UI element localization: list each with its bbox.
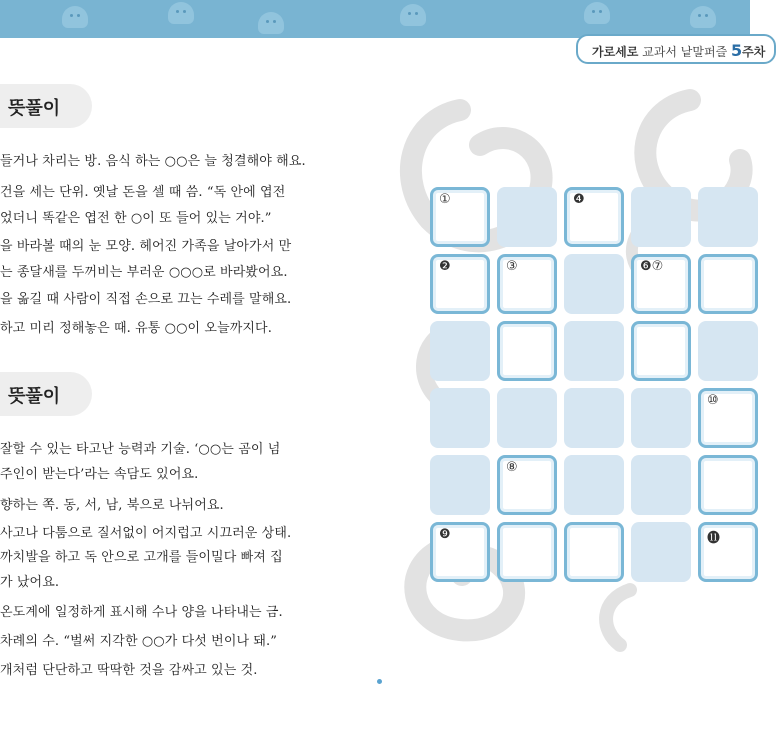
answer-cell[interactable] <box>631 254 691 314</box>
blank-cell <box>631 187 691 247</box>
blank-cell <box>631 522 691 582</box>
across-heading-text: 뜻풀이 <box>8 98 61 119</box>
clue-number: ❻⑦ <box>640 259 664 274</box>
blank-cell <box>564 254 624 314</box>
down-clue-line: 까치발을 하고 독 안으로 고개를 들이밀다 빠져 집 <box>0 550 283 565</box>
down-clue-line: 온도계에 일정하게 표시해 수나 양을 나타내는 금. <box>0 605 283 620</box>
ghost-icon <box>690 6 716 28</box>
down-clue-line: 잘할 수 있는 타고난 능력과 기술. ‘○○는 곰이 넘 <box>0 442 281 457</box>
answer-cell[interactable] <box>497 455 557 515</box>
ghost-icon <box>168 2 194 24</box>
answer-cell[interactable] <box>497 522 557 582</box>
blank-cell <box>497 388 557 448</box>
down-clue-line: 가 났어요. <box>0 575 60 590</box>
clue-number: ⑧ <box>506 460 518 475</box>
blank-cell <box>698 321 758 381</box>
across-clue-line: 는 종달새를 두꺼비는 부러운 ○○○로 바라봤어요. <box>0 265 288 280</box>
answer-cell[interactable] <box>698 388 758 448</box>
clue-number: ❾ <box>439 527 451 542</box>
answer-cell[interactable] <box>430 254 490 314</box>
ghost-icon <box>258 12 284 34</box>
blank-cell <box>631 455 691 515</box>
across-clue-line: 을 옮길 때 사람이 직접 손으로 끄는 수레를 말해요. <box>0 292 292 307</box>
down-clue-line: 주인이 받는다’라는 속담도 있어요. <box>0 467 199 482</box>
week-tab <box>576 34 776 64</box>
across-clue-line: 었더니 똑같은 엽전 한 ○이 또 들어 있는 거야.” <box>0 211 272 226</box>
ghost-icon <box>584 2 610 24</box>
clue-number: ① <box>439 192 451 207</box>
blank-cell <box>631 388 691 448</box>
across-clue-line: 들거나 차리는 방. 음식 하는 ○○은 늘 청결해야 해요. <box>0 154 306 169</box>
clue-number: ❷ <box>439 259 451 274</box>
answer-cell[interactable] <box>698 254 758 314</box>
blank-cell <box>698 187 758 247</box>
blank-cell <box>430 388 490 448</box>
across-clue-line: 건을 세는 단위. 옛날 돈을 셀 때 씀. “독 안에 엽전 <box>0 185 286 200</box>
down-clues-heading <box>0 372 92 416</box>
answer-cell[interactable] <box>430 522 490 582</box>
answer-cell[interactable] <box>497 254 557 314</box>
blank-cell <box>564 388 624 448</box>
blank-cell <box>430 321 490 381</box>
across-clue-line: 을 바라볼 때의 눈 모양. 헤어진 가족을 날아가서 만 <box>0 239 292 254</box>
down-clue-line: 차례의 수. “벌써 지각한 ○○가 다섯 번이나 돼.” <box>0 634 277 649</box>
blank-cell <box>430 455 490 515</box>
blank-cell <box>564 455 624 515</box>
clue-number: ③ <box>506 259 518 274</box>
ghost-icon <box>62 6 88 28</box>
clue-number: ❹ <box>573 192 585 207</box>
page-dot <box>377 679 382 684</box>
blank-cell <box>564 321 624 381</box>
answer-cell[interactable] <box>698 455 758 515</box>
down-heading-text: 뜻풀이 <box>8 386 61 407</box>
answer-cell[interactable] <box>564 522 624 582</box>
down-clue-line: 향하는 쪽. 동, 서, 남, 북으로 나뉘어요. <box>0 498 224 513</box>
answer-cell[interactable] <box>631 321 691 381</box>
across-clue-line: 하고 미리 정해놓은 때. 유통 ○○이 오늘까지다. <box>0 321 272 336</box>
answer-cell[interactable] <box>564 187 624 247</box>
across-clues-heading <box>0 84 92 128</box>
down-clue-line: 개처럼 단단하고 딱딱한 것을 감싸고 있는 것. <box>0 663 258 678</box>
down-clue-line: 사고나 다툼으로 질서없이 어지럽고 시끄러운 상태. <box>0 526 292 541</box>
blank-cell <box>497 187 557 247</box>
answer-cell[interactable] <box>430 187 490 247</box>
answer-cell[interactable] <box>497 321 557 381</box>
week-tab-label: 가로세로 교과서 낱말퍼즐 5주차 <box>592 41 766 60</box>
clue-number: ⓫ <box>707 531 721 546</box>
answer-cell[interactable] <box>698 522 758 582</box>
clue-number: ⑩ <box>707 393 719 408</box>
ghost-icon <box>400 4 426 26</box>
